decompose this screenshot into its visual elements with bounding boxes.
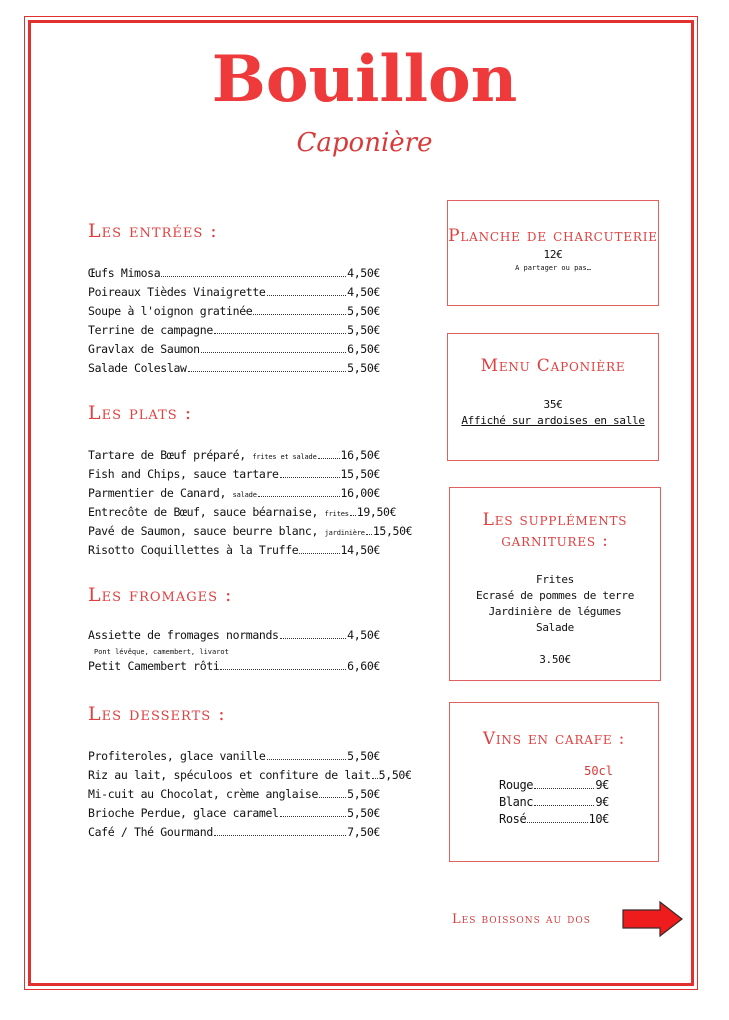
menu-item — [88, 342, 380, 361]
box-supplements — [449, 487, 661, 681]
item-name: Pavé de Saumon, sauce beurre blanc, — [88, 524, 319, 538]
item-price: 5,50€ — [347, 361, 380, 375]
item-price: 5,50€ — [347, 749, 380, 763]
leader-dots — [267, 295, 347, 296]
supplement-item: Salade — [536, 621, 574, 634]
wine-row — [499, 778, 609, 795]
brand-title: Bouillon — [211, 42, 518, 117]
section-title-entrees: Les entrées : — [88, 220, 218, 242]
leader-dots — [161, 276, 346, 277]
supplement-item: Jardinière de légumes — [488, 605, 622, 618]
wine-row — [499, 812, 609, 829]
menu-item — [88, 825, 380, 844]
item-price: 15,50€ — [372, 524, 413, 538]
section-title-fromages: Les fromages : — [88, 584, 233, 606]
leader-dots — [318, 458, 340, 459]
leader-dots — [280, 638, 346, 639]
menu-item — [88, 285, 380, 304]
item-name: Profiteroles, glace vanille — [88, 749, 266, 763]
leader-dots — [214, 835, 346, 836]
section-title-plats: Les plats : — [88, 402, 193, 424]
box-note: A partager ou pas… — [515, 264, 591, 272]
menu-item — [88, 505, 397, 524]
item-name: Soupe à l'oignon gratinée — [88, 304, 253, 318]
leader-dots — [253, 314, 346, 315]
item-price: 4,50€ — [347, 628, 380, 642]
plats-list — [88, 448, 413, 562]
menu-item — [88, 304, 380, 323]
fromages-list — [88, 628, 380, 678]
menu-item — [88, 361, 380, 380]
item-price: 6,60€ — [347, 659, 380, 673]
item-price: 16,00€ — [340, 486, 380, 500]
box-title: Planche de charcuterie — [448, 226, 658, 246]
menu-item — [88, 659, 380, 678]
item-name: Œufs Mimosa — [88, 266, 161, 280]
menu-item — [88, 323, 380, 342]
leader-dots — [299, 553, 339, 554]
menu-item — [88, 628, 380, 647]
box-planche-charcuterie — [447, 200, 659, 306]
box-price: 12€ — [543, 248, 563, 261]
menu-item — [88, 768, 412, 787]
leader-dots — [188, 371, 347, 372]
item-price: 5,50€ — [347, 806, 380, 820]
supplement-item: Frites — [536, 573, 574, 586]
item-price: 5,50€ — [347, 323, 380, 337]
supplement-price: 3.50€ — [539, 653, 571, 666]
right-arrow-icon — [622, 900, 684, 938]
leader-dots — [214, 333, 346, 334]
item-name: Salade Coleslaw — [88, 361, 187, 375]
leader-dots — [220, 669, 346, 670]
menu-item — [88, 524, 413, 543]
item-price: 5,50€ — [347, 787, 380, 801]
box-title: Menu Caponière — [480, 356, 626, 376]
entrees-list — [88, 266, 380, 380]
item-name: Poireaux Tièdes Vinaigrette — [88, 285, 266, 299]
item-price: 7,50€ — [347, 825, 380, 839]
leader-dots — [280, 477, 340, 478]
item-price: 5,50€ — [347, 304, 380, 318]
item-price: 6,50€ — [347, 342, 380, 356]
menu-item — [88, 806, 380, 825]
desserts-list — [88, 749, 412, 844]
menu-item — [88, 787, 380, 806]
item-name: Brioche Perdue, glace caramel — [88, 806, 279, 820]
item-price: 14,50€ — [340, 543, 380, 557]
wine-price: 9€ — [595, 778, 609, 792]
wine-name: Rouge — [499, 778, 534, 792]
box-title: Vins en carafe : — [482, 729, 626, 749]
leader-dots — [267, 759, 347, 760]
menu-item — [88, 543, 380, 562]
item-name: Mi-cuit au Chocolat, crème anglaise — [88, 787, 319, 801]
item-price: 16,50€ — [340, 448, 380, 462]
item-name: Café / Thé Gourmand — [88, 825, 213, 839]
menu-item — [88, 448, 380, 467]
wine-price: 9€ — [595, 795, 609, 809]
leader-dots — [201, 352, 346, 353]
item-detail: frites et salade — [252, 453, 317, 461]
menu-item — [88, 749, 380, 768]
item-name: Risotto Coquillettes à la Truffe — [88, 543, 299, 557]
box-note: Affiché sur ardoises en salle — [461, 414, 645, 427]
box-menu-caponiere — [447, 333, 659, 461]
section-title-desserts: Les desserts : — [88, 703, 226, 725]
item-price: 15,50€ — [340, 467, 380, 481]
wine-price: 10€ — [588, 812, 609, 826]
item-name: Entrecôte de Bœuf, sauce béarnaise, — [88, 505, 319, 519]
item-price: 4,50€ — [347, 285, 380, 299]
item-name: Gravlax de Saumon — [88, 342, 200, 356]
leader-dots — [372, 778, 378, 779]
item-price: 5,50€ — [378, 768, 412, 782]
leader-dots — [258, 496, 340, 497]
item-name: Assiette de fromages normands — [88, 628, 279, 642]
leader-dots — [319, 797, 346, 798]
item-detail: jardinière — [324, 529, 365, 537]
wine-name: Blanc — [499, 795, 534, 809]
brand-subtitle: Caponière — [296, 128, 433, 158]
item-name: Parmentier de Canard, — [88, 486, 227, 500]
box-title: Les suppléments garnitures : — [482, 510, 628, 551]
leader-dots — [280, 816, 346, 817]
item-price: 19,50€ — [356, 505, 397, 519]
item-detail: salade — [232, 491, 257, 499]
box-price: 35€ — [543, 398, 563, 411]
wine-name: Rosé — [499, 812, 527, 826]
leader-dots — [527, 822, 587, 823]
supplement-item: Ecrasé de pommes de terre — [475, 589, 635, 602]
item-detail: frites — [324, 510, 349, 518]
wine-size: 50cl — [584, 764, 613, 778]
supplements-list — [460, 572, 650, 636]
item-name: Riz au lait, spéculoos et confiture de lait — [88, 768, 371, 782]
leader-dots — [350, 515, 356, 516]
wine-row — [499, 795, 609, 812]
box-vins-carafe — [449, 702, 659, 862]
menu-item — [88, 486, 380, 505]
leader-dots — [534, 805, 594, 806]
leader-dots — [534, 788, 594, 789]
item-name: Petit Camembert rôti — [88, 659, 220, 673]
menu-item — [88, 467, 380, 486]
menu-item — [88, 266, 380, 285]
item-name: Fish and Chips, sauce tartare — [88, 467, 279, 481]
item-price: 4,50€ — [347, 266, 380, 280]
leader-dots — [366, 534, 372, 535]
drinks-on-back-text: Les boissons au dos — [452, 912, 591, 927]
item-name: Tartare de Bœuf préparé, — [88, 448, 246, 462]
item-note: Pont lévêque, camembert, livarot — [94, 648, 229, 656]
item-name: Terrine de campagne — [88, 323, 213, 337]
